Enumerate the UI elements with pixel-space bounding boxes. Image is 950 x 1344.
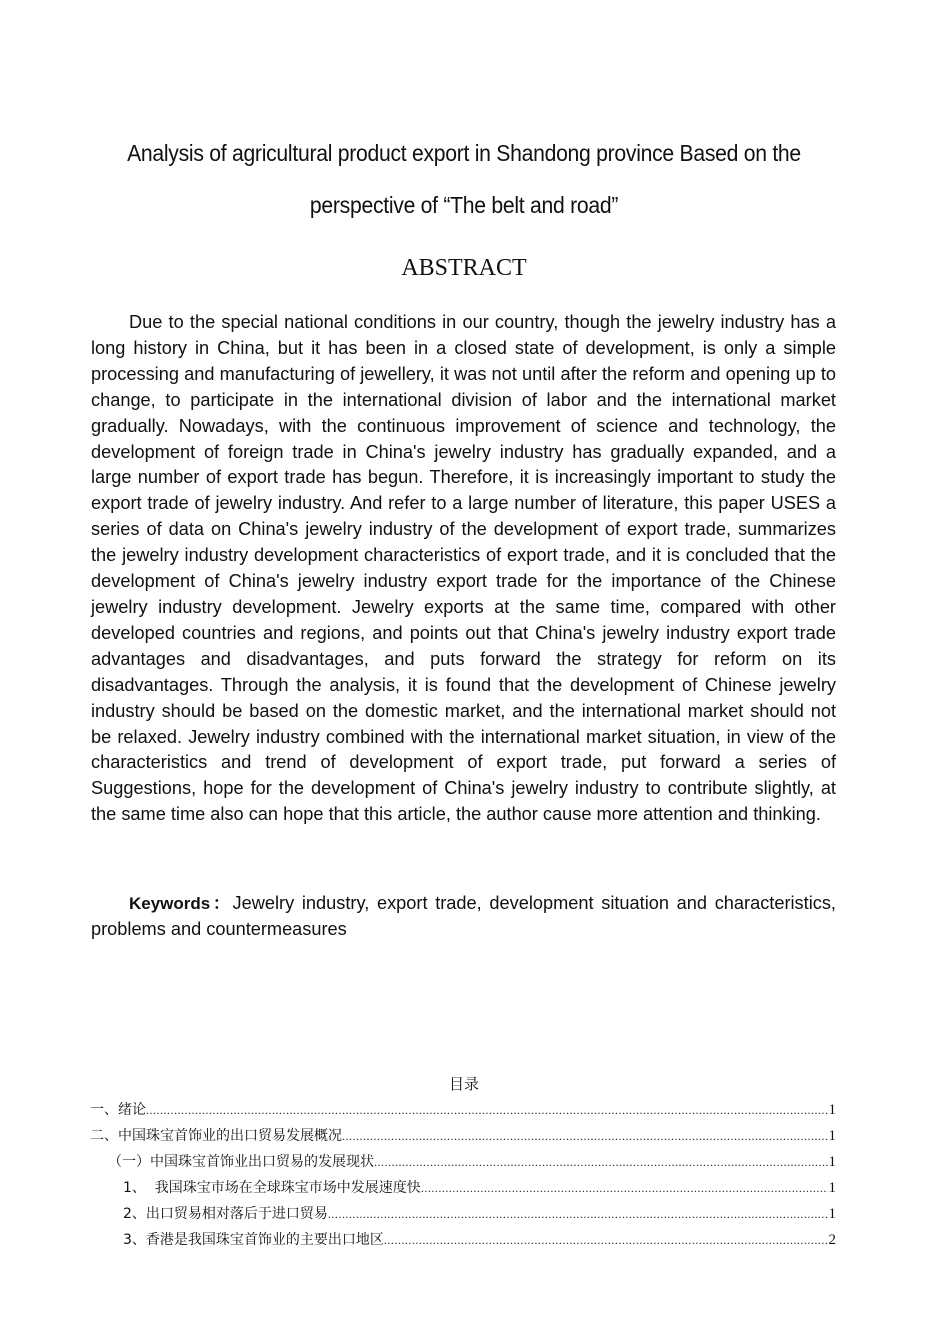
toc-entry-text: 1、 我国珠宝市场在全球珠宝市场中发展速度快 (123, 1180, 421, 1196)
toc-dot-leader (146, 1097, 828, 1123)
toc-page-number: 1 (828, 1180, 836, 1196)
table-of-contents (90, 1097, 836, 1253)
toc-page-number: 2 (828, 1232, 836, 1248)
toc-entry[interactable] (90, 1175, 836, 1201)
toc-entry-text: 3、香港是我国珠宝首饰业的主要出口地区 (123, 1232, 384, 1248)
toc-entry[interactable] (90, 1097, 836, 1123)
keywords-paragraph (91, 891, 836, 943)
toc-dot-leader (384, 1227, 828, 1253)
toc-entry[interactable] (90, 1123, 836, 1149)
abstract-heading: ABSTRACT (401, 255, 527, 281)
toc-page-number: 1 (828, 1128, 836, 1144)
toc-page-number: 1 (828, 1102, 836, 1118)
toc-heading: 目录 (448, 1075, 479, 1093)
abstract-body: Due to the special national conditions in our country, though the jewelry industry has a long history in China, but it has been in a closed state of development, is only a simple processing and manufacturing of jewellery, it was not until after the reform and opening up to change, to participate in the international division of labor and the international market gradually. Nowadays, with the continuous improvement of science and technology, the development of foreign trade in China's jewelry industry has gradually expanded, and a large number of export trade has begun. Therefore, it is increasingly important to study the export trade of jewelry industry. And refer to a large number of literature, this paper USES a series of data on China's jewelry industry of the development of export trade, summarizes the jewelry industry development characteristics of export trade, and it is concluded that the development of China's jewelry industry export trade for the importance of the Chinese jewelry industry development. Jewelry exports at the same time, compared with other developed countries and regions, and points out that China's jewelry industry export trade advantages and disadvantages, and puts forward the strategy for reform on its disadvantages. Through the analysis, it is found that the development of Chinese jewelry industry should be based on the domestic market, and the international market should not be relaxed. Jewelry industry combined with the international market situation, in view of the characteristics and trend of development of export trade, put forward a series of Suggestions, hope for the development of China's jewelry industry to contribute slightly, at the same time also can hope that this article, the author cause more attention and thinking. (91, 312, 836, 825)
toc-dot-leader (421, 1175, 828, 1201)
toc-page-number: 1 (828, 1206, 836, 1222)
toc-dot-leader (328, 1201, 828, 1227)
toc-page-number: 1 (828, 1154, 836, 1170)
toc-entry-text: 二、中国珠宝首饰业的出口贸易发展概况 (90, 1128, 342, 1144)
keywords-text: Jewelry industry, export trade, development situation and characteristics, problems and countermeasures (91, 893, 836, 939)
paper-title-line-2: perspective of “The belt and road” (309, 192, 619, 218)
keywords-label: Keywords： (129, 894, 233, 913)
toc-entry[interactable] (90, 1149, 836, 1175)
toc-entry-text: （一）中国珠宝首饰业出口贸易的发展现状 (108, 1154, 374, 1170)
toc-entry[interactable] (90, 1201, 836, 1227)
toc-dot-leader (342, 1123, 828, 1149)
toc-entry-text: 2、出口贸易相对落后于进口贸易 (123, 1206, 328, 1222)
toc-entry[interactable] (90, 1227, 836, 1253)
toc-entry-text: 一、绪论 (90, 1102, 146, 1118)
paper-title-line-1: Analysis of agricultural product export in Shandong province Based on the (127, 140, 801, 166)
toc-dot-leader (374, 1149, 828, 1175)
